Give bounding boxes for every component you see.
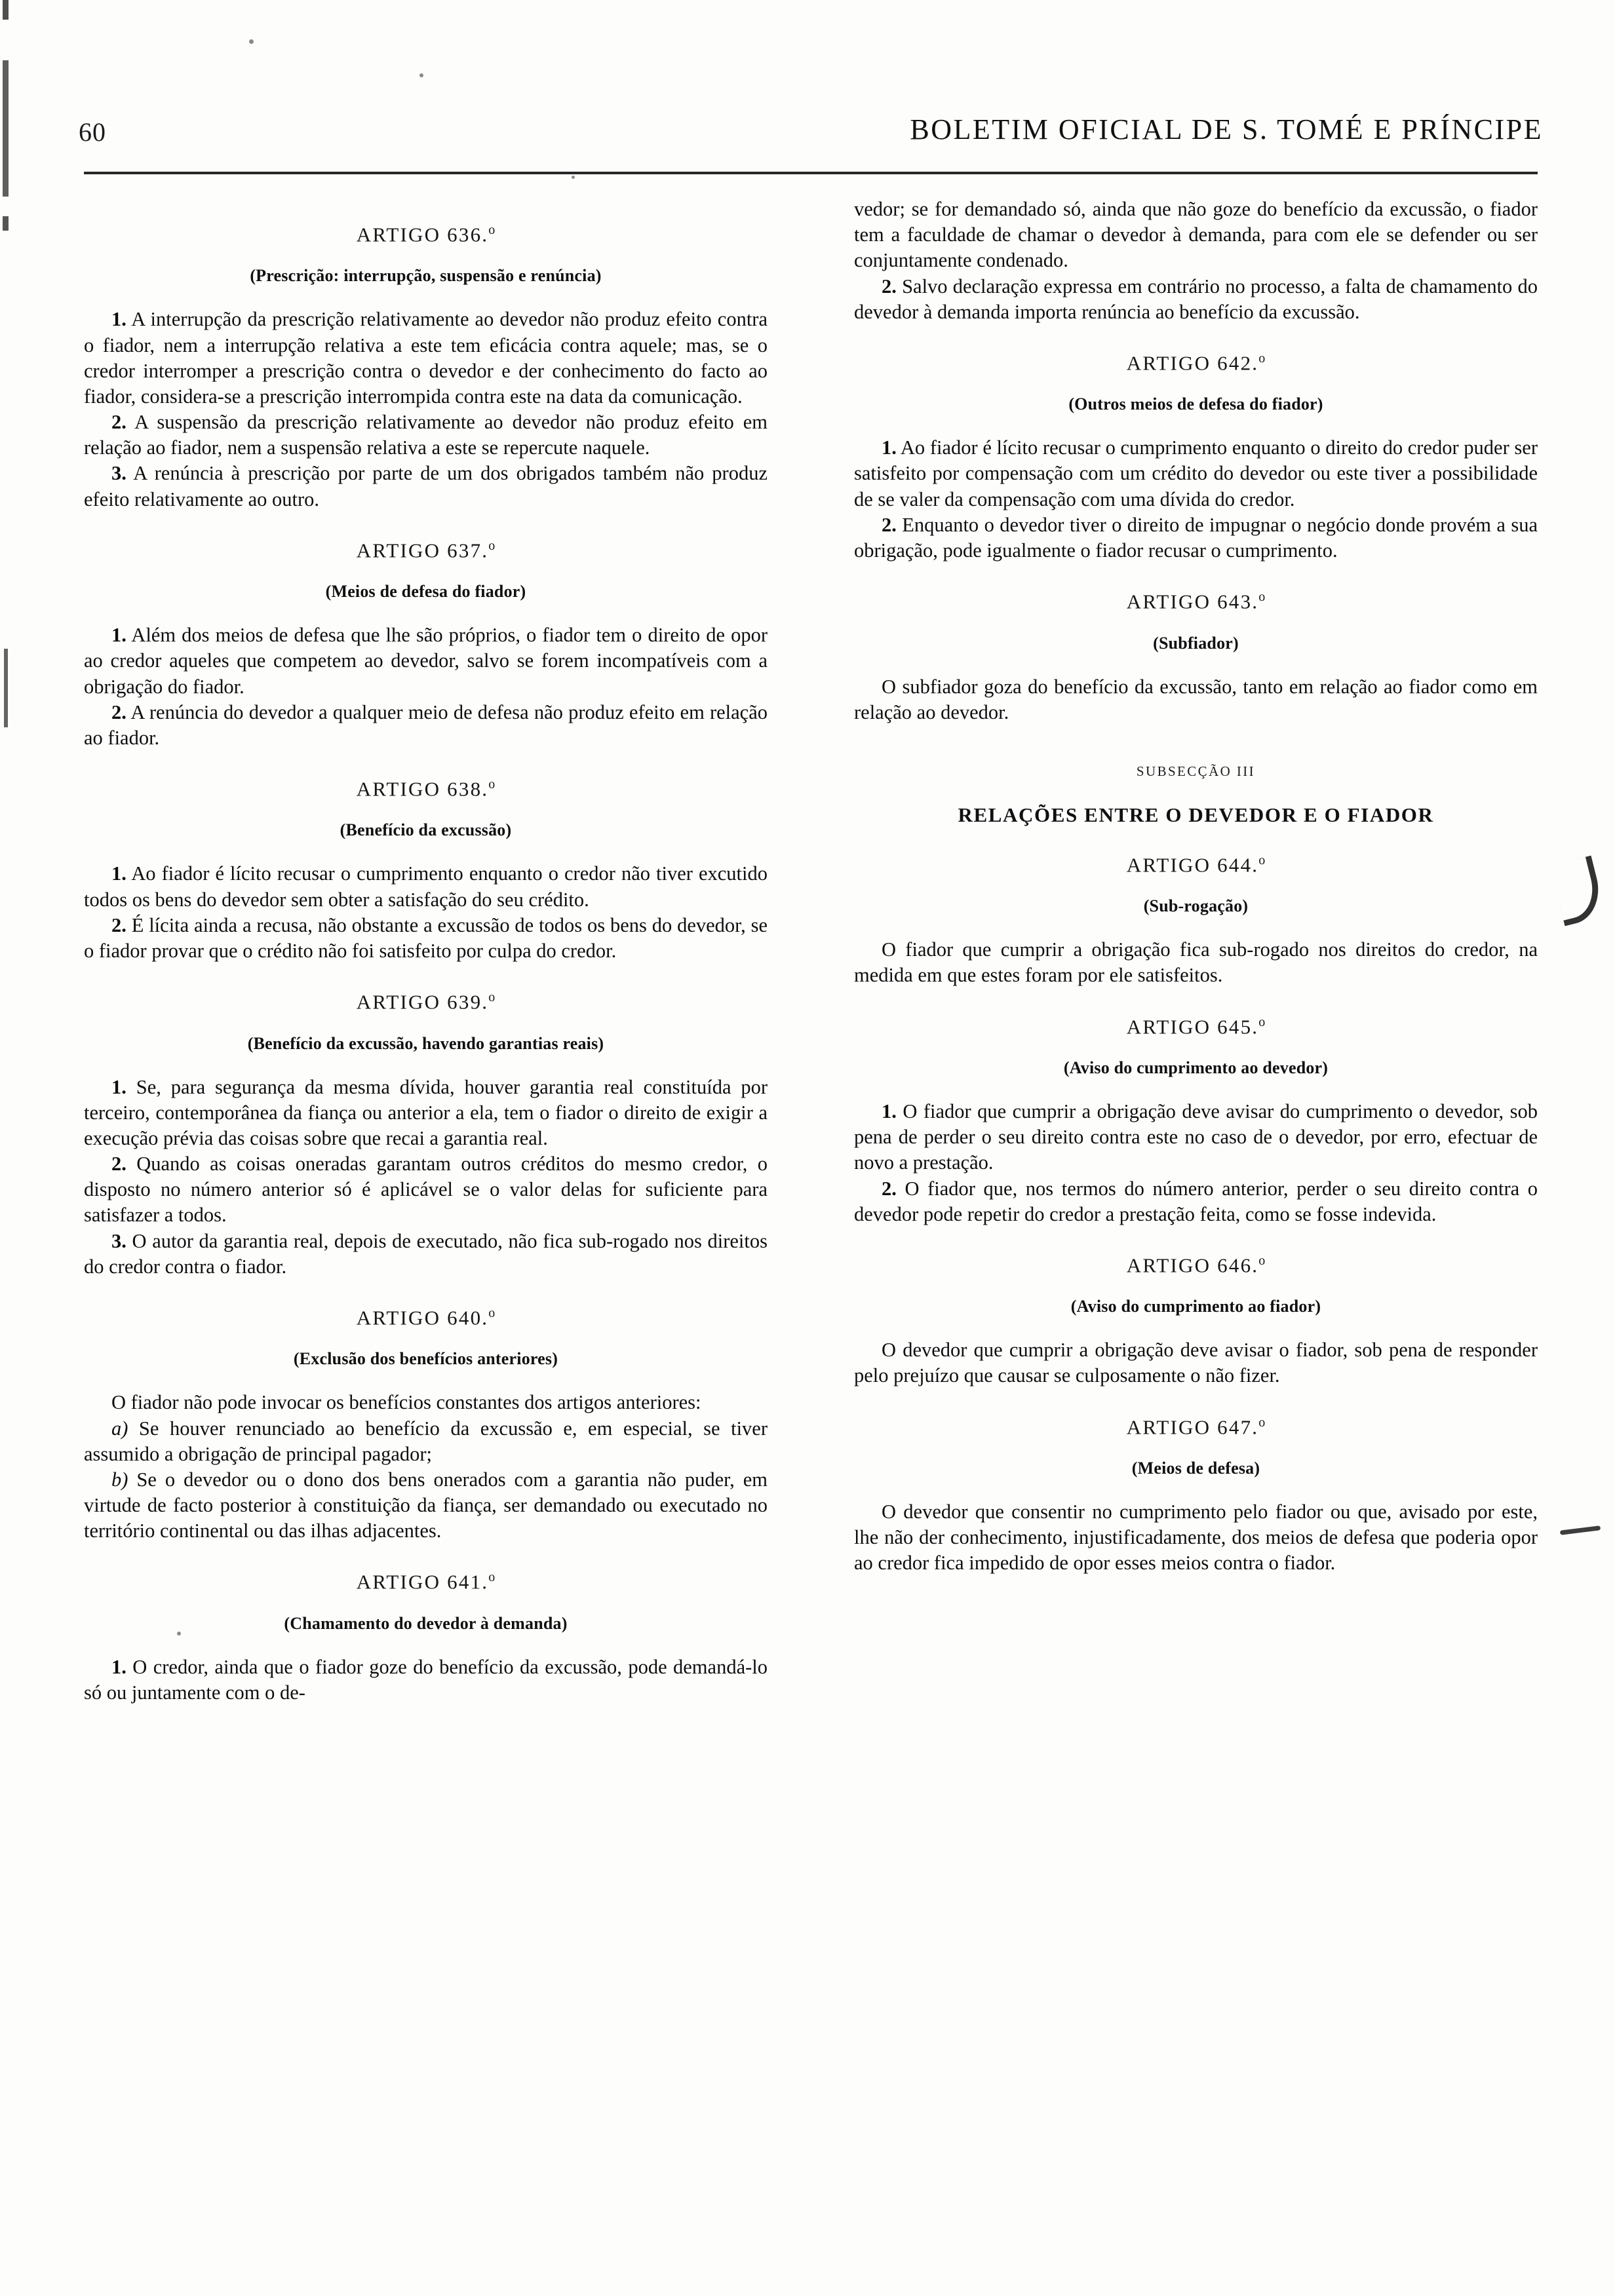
column-right: [854, 197, 1538, 2270]
article-subtitle: (Benefício da excussão, havendo garantias reais): [247, 1033, 604, 1053]
article-heading: [854, 1015, 1538, 1039]
subparagraph-marker: b): [111, 1468, 128, 1491]
article-paragraph: [84, 410, 768, 461]
article-ordinal-marker: o: [1258, 852, 1266, 868]
article-paragraph: [84, 461, 768, 512]
paragraph-number: 2.: [111, 700, 126, 723]
paragraph-text: Se o devedor ou o dono dos bens onerados com a garantia não puder, em virtude de facto posterior à constituição da fiança, ser demandado ou executado no território continental ou das ilhas adjacentes.: [84, 1468, 768, 1542]
paragraph-text: A suspensão da prescrição relativamente ao devedor não produz efeito em relação ao fiador, nem a suspensão relativa a este se repercute naquele.: [84, 411, 768, 459]
paragraph-text: A renúncia à prescrição por parte de um dos obrigados também não produz efeito relativamente ao outro.: [84, 462, 768, 510]
paragraph-text: O autor da garantia real, depois de executado, não fica sub-rogado nos direitos do credor contra o fiador.: [84, 1229, 768, 1278]
article-ordinal-marker: o: [1258, 1253, 1266, 1268]
article-number: ARTIGO 636.: [356, 223, 489, 246]
margin-ink-mark: [1549, 856, 1606, 927]
article-number: ARTIGO 637.: [356, 539, 489, 562]
paragraph-number: 1.: [111, 1075, 126, 1098]
paragraph-number: 2.: [111, 913, 126, 936]
article-paragraph: [84, 1655, 768, 1706]
article-paragraph: [854, 197, 1538, 274]
article-heading: [854, 1415, 1538, 1439]
article-subtitle: (Subfiador): [1153, 633, 1239, 653]
article-subparagraph: [84, 1467, 768, 1544]
article-number: ARTIGO 643.: [1126, 590, 1259, 613]
paragraph-text: O fiador que cumprir a obrigação deve avisar do cumprimento o devedor, sob pena de perder o seu direito contra este no caso de o devedor, por erro, efectuar de novo a prestação.: [854, 1100, 1538, 1174]
article-heading: [854, 590, 1538, 613]
article-heading: [84, 223, 768, 246]
article-subtitle: (Meios de defesa do fiador): [325, 582, 526, 602]
article-number: ARTIGO 645.: [1126, 1014, 1259, 1038]
paragraph-text: O fiador que cumprir a obrigação fica sub-rogado nos direitos do credor, na medida em que estes foram por ele satisfeitos.: [854, 938, 1538, 987]
paragraph-number: 3.: [111, 462, 126, 485]
paragraph-number: 3.: [111, 1229, 126, 1252]
paragraph-text: É lícita ainda a recusa, não obstante a excussão de todos os bens do devedor, se o fiador provar que o crédito não foi satisfeito por culpa do credor.: [84, 913, 768, 962]
paragraph-text: A renúncia do devedor a qualquer meio de defesa não produz efeito em relação ao fiador.: [84, 700, 768, 749]
article-paragraph: [84, 1151, 768, 1229]
paragraph-number: 2.: [882, 275, 897, 297]
article-paragraph: [84, 861, 768, 912]
article-paragraph: [84, 1390, 768, 1415]
article-ordinal-marker: o: [1258, 351, 1266, 366]
ink-speck: [249, 39, 254, 44]
subsection-label: SUBSECÇÃO III: [1136, 763, 1256, 779]
article-subtitle: (Outros meios de defesa do fiador): [1068, 394, 1323, 414]
paragraph-number: 2.: [111, 1153, 126, 1176]
article-subtitle: (Benefício da excussão): [340, 820, 512, 840]
article-number: ARTIGO 638.: [356, 777, 489, 801]
article-subtitle: (Chamamento do devedor à demanda): [284, 1613, 568, 1633]
article-subparagraph: [84, 1416, 768, 1467]
article-heading: [84, 777, 768, 801]
publication-title: BOLETIM OFICIAL DE S. TOMÉ E PRÍNCIPE: [910, 113, 1543, 145]
article-ordinal-marker: o: [1258, 1415, 1266, 1430]
paragraph-text: O fiador não pode invocar os benefícios constantes dos artigos anteriores:: [111, 1391, 701, 1414]
article-ordinal-marker: o: [488, 777, 496, 792]
paragraph-text: Salvo declaração expressa em contrário no processo, a falta de chamamento do devedor à demanda importa renúncia ao benefício da excussão.: [854, 275, 1538, 323]
paragraph-number: 2.: [111, 411, 126, 434]
subparagraph-marker: a): [111, 1417, 128, 1440]
paragraph-text: O subfiador goza do benefício da excussão, tanto em relação ao fiador como em relação ao devedor.: [854, 675, 1538, 723]
article-paragraph: [84, 1229, 768, 1280]
page-folio: 60: [79, 117, 106, 147]
article-ordinal-marker: o: [488, 223, 496, 237]
article-ordinal-marker: o: [488, 1306, 496, 1320]
paragraph-text: Enquanto o devedor tiver o direito de impugnar o negócio donde provém a sua obrigação, pode igualmente o fiador recusar o cumprimento.: [854, 513, 1538, 562]
article-paragraph: [84, 307, 768, 410]
article-paragraph: [854, 512, 1538, 564]
article-number: ARTIGO 642.: [1126, 351, 1259, 375]
article-heading: [84, 539, 768, 562]
paragraph-text: O devedor que consentir no cumprimento pelo fiador ou que, avisado por este, lhe não der conhecimento, injustificadamente, dos meios de defesa que poderia opor ao credor fica impedido de opor esses meios contra o fiador.: [854, 1500, 1538, 1575]
article-paragraph: [854, 1499, 1538, 1577]
article-paragraph: [854, 1099, 1538, 1176]
article-ordinal-marker: o: [488, 538, 496, 553]
article-number: ARTIGO 641.: [356, 1570, 489, 1594]
paragraph-text: A interrupção da prescrição relativamente ao devedor não produz efeito contra o fiador, nem a interrupção relativa a este tem eficácia contra aquele; mas, se o credor interromper a prescrição contra o devedor e der conhecimento do facto ao fiador, considera-se a prescrição interrompida contra este na data da comunicação.: [84, 308, 768, 408]
paragraph-text: vedor; se for demandado só, ainda que não goze do benefício da excussão, o fiador tem a faculdade de chamar o devedor à demanda, para com ele se defender ou ser conjuntamente condenado.: [854, 198, 1538, 272]
article-ordinal-marker: o: [488, 990, 496, 1005]
article-ordinal-marker: o: [488, 1570, 496, 1585]
article-paragraph: [854, 274, 1538, 325]
article-paragraph: [84, 622, 768, 700]
article-subtitle: (Aviso do cumprimento ao fiador): [1070, 1297, 1321, 1316]
article-paragraph: [854, 674, 1538, 725]
margin-dash-mark: [1560, 1525, 1601, 1535]
column-left: [84, 197, 768, 2270]
paragraph-text: Ao fiador é lícito recusar o cumprimento enquanto o direito do credor puder ser satisfeito por compensação com um crédito do devedor ou este tiver a possibilidade de se valer da compensação com uma dívida do credor.: [854, 436, 1538, 510]
article-paragraph: [854, 937, 1538, 988]
scan-edge-artifact: [3, 0, 9, 498]
article-paragraph: [84, 1075, 768, 1152]
article-subtitle: (Aviso do cumprimento ao devedor): [1063, 1058, 1329, 1077]
article-heading: [84, 1570, 768, 1594]
article-paragraph: [854, 1337, 1538, 1388]
body-columns: [84, 197, 1538, 2270]
article-paragraph: [84, 913, 768, 964]
paragraph-text: Além dos meios de defesa que lhe são próprios, o fiador tem o direito de opor ao credor aqueles que competem ao devedor, salvo se forem incompatíveis com a obrigação do fiador.: [84, 624, 768, 698]
article-heading: [84, 990, 768, 1014]
running-head: [79, 113, 1543, 152]
paragraph-text: O fiador que, nos termos do número anterior, perder o seu direito contra o devedor pode repetir do credor a prestação feita, como se fosse indevida.: [854, 1177, 1538, 1225]
paragraph-text: Ao fiador é lícito recusar o cumprimento enquanto o credor não tiver excutido todos os bens do devedor sem obter a satisfação do seu crédito.: [84, 862, 768, 911]
paragraph-number: 1.: [882, 436, 897, 459]
paragraph-number: 2.: [882, 1177, 897, 1200]
paragraph-text: O devedor que cumprir a obrigação deve avisar o fiador, sob pena de responder pelo prejuízo que causar se culposamente o não fizer.: [854, 1339, 1538, 1387]
article-paragraph: [84, 700, 768, 751]
subsection-title: RELAÇÕES ENTRE O DEVEDOR E O FIADOR: [958, 803, 1434, 826]
article-number: ARTIGO 640.: [356, 1306, 489, 1330]
article-heading: [84, 1306, 768, 1330]
article-subtitle: (Exclusão dos benefícios anteriores): [293, 1349, 558, 1369]
article-heading: [854, 351, 1538, 375]
scan-edge-artifact-lower: [4, 649, 8, 727]
article-number: ARTIGO 647.: [1126, 1415, 1259, 1438]
article-ordinal-marker: o: [1258, 1014, 1266, 1029]
article-number: ARTIGO 646.: [1126, 1253, 1259, 1277]
article-number: ARTIGO 644.: [1126, 853, 1259, 877]
paragraph-number: 1.: [111, 1655, 126, 1678]
article-subtitle: (Prescrição: interrupção, suspensão e renúncia): [250, 266, 602, 286]
paragraph-text: Se houver renunciado ao benefício da excussão e, em especial, se tiver assumido a obrigação de principal pagador;: [84, 1417, 768, 1465]
article-subtitle: (Sub-rogação): [1143, 896, 1249, 916]
article-heading: [854, 853, 1538, 877]
article-number: ARTIGO 639.: [356, 990, 489, 1014]
paragraph-number: 1.: [111, 308, 126, 331]
ink-speck: [419, 73, 423, 77]
paragraph-number: 1.: [111, 862, 126, 885]
paragraph-text: O credor, ainda que o fiador goze do benefício da excussão, pode demandá-lo só ou juntamente com o de-: [84, 1655, 768, 1704]
article-subtitle: (Meios de defesa): [1131, 1458, 1260, 1478]
paragraph-number: 2.: [882, 513, 897, 536]
paragraph-number: 1.: [111, 624, 126, 647]
article-paragraph: [854, 1176, 1538, 1227]
header-rule: [84, 172, 1538, 174]
ink-speck: [572, 176, 575, 179]
article-paragraph: [854, 435, 1538, 512]
paragraph-text: Se, para segurança da mesma dívida, houver garantia real constituída por terceiro, contemporânea da fiança ou anterior a ela, tem o fiador o direito de exigir a execução prévia das coisas sobre que recai a garantia real.: [84, 1075, 768, 1149]
paragraph-text: Quando as coisas oneradas garantam outros créditos do mesmo credor, o disposto no número anterior só é aplicável se o valor delas for suficiente para satisfazer a todos.: [84, 1153, 768, 1227]
article-ordinal-marker: o: [1258, 590, 1266, 605]
paragraph-number: 1.: [882, 1100, 897, 1122]
article-heading: [854, 1253, 1538, 1277]
